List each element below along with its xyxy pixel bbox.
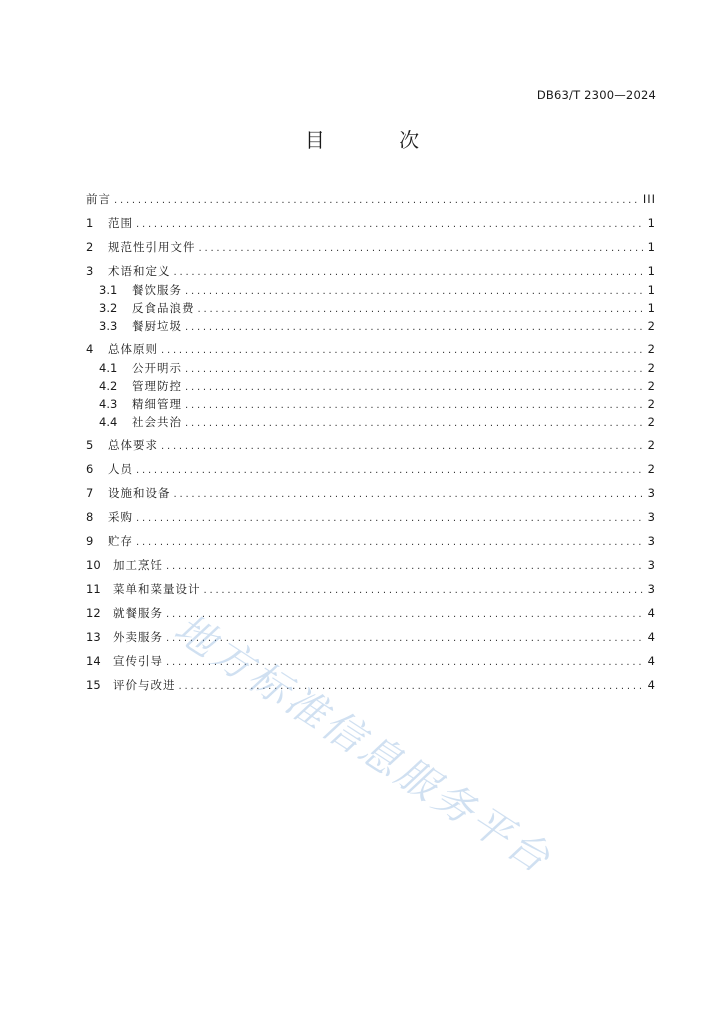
- toc-entry-2[interactable]: [86, 238, 656, 257]
- toc-label: 术语和定义: [108, 264, 171, 278]
- toc-page: 4: [647, 654, 656, 668]
- toc-number: 5: [86, 438, 94, 452]
- toc-entry-10[interactable]: [86, 556, 656, 575]
- toc-number: 3: [86, 264, 94, 278]
- toc-number: 8: [86, 510, 94, 524]
- toc-entry-4-2[interactable]: [86, 377, 656, 395]
- document-code: DB63/T 2300—2024: [536, 88, 656, 102]
- toc-page: 2: [647, 342, 656, 356]
- toc-leader: [204, 581, 645, 600]
- toc-page: 2: [647, 415, 656, 429]
- toc-leader: [161, 437, 645, 456]
- toc-number: 4.4: [99, 415, 118, 429]
- toc-label: 人员: [108, 462, 133, 476]
- toc-number: 7: [86, 486, 94, 500]
- toc-page: 3: [647, 486, 656, 500]
- toc-page: 1: [647, 216, 656, 230]
- toc-number: 6: [86, 462, 94, 476]
- toc-entry-9[interactable]: [86, 532, 656, 551]
- toc-entry-15[interactable]: [86, 676, 656, 695]
- toc-page: 2: [647, 361, 656, 375]
- toc-entry-foreword[interactable]: [86, 190, 656, 209]
- toc-entry-12[interactable]: [86, 604, 656, 623]
- toc-label: 就餐服务: [113, 606, 163, 620]
- toc-label: 菜单和菜量设计: [113, 582, 201, 596]
- toc-page: 2: [647, 397, 656, 411]
- toc-page: III: [642, 192, 656, 206]
- toc-leader: [166, 605, 645, 624]
- toc-label: 总体要求: [108, 438, 158, 452]
- toc-entry-4-3[interactable]: [86, 395, 656, 413]
- toc-entry-14[interactable]: [86, 652, 656, 671]
- toc-label: 采购: [108, 510, 133, 524]
- toc-page: 2: [647, 462, 656, 476]
- toc-entry-5[interactable]: [86, 436, 656, 455]
- toc-number: 11: [86, 582, 101, 596]
- toc-leader: [198, 301, 645, 319]
- toc-label: 餐饮服务: [132, 283, 182, 297]
- toc-leader: [136, 461, 645, 480]
- toc-number: 14: [86, 654, 101, 668]
- toc-number: 4.3: [99, 397, 118, 411]
- toc-page: 1: [647, 283, 656, 297]
- toc-leader: [185, 283, 645, 301]
- toc-entry-3-3[interactable]: [86, 317, 656, 335]
- toc-label: 精细管理: [132, 397, 182, 411]
- toc-label: 餐厨垃圾: [132, 319, 182, 333]
- toc-leader: [136, 509, 645, 528]
- toc-label: 范围: [108, 216, 133, 230]
- toc-label: 外卖服务: [113, 630, 163, 644]
- toc-leader: [174, 263, 645, 282]
- table-of-contents: [86, 190, 656, 695]
- toc-entry-7[interactable]: [86, 484, 656, 503]
- toc-number: 1: [86, 216, 94, 230]
- toc-entry-4-1[interactable]: [86, 359, 656, 377]
- toc-leader: [136, 533, 645, 552]
- toc-page: 1: [647, 301, 656, 315]
- toc-entry-3-2[interactable]: [86, 299, 656, 317]
- toc-number: 9: [86, 534, 94, 548]
- toc-number: 10: [86, 558, 101, 572]
- toc-number: 3.1: [99, 283, 118, 297]
- toc-leader: [166, 557, 645, 576]
- toc-label: 总体原则: [108, 342, 158, 356]
- toc-entry-8[interactable]: [86, 508, 656, 527]
- toc-label: 社会共治: [132, 415, 182, 429]
- toc-leader: [174, 485, 645, 504]
- toc-leader: [185, 397, 645, 415]
- toc-number: 4: [86, 342, 94, 356]
- toc-label: 加工烹饪: [113, 558, 163, 572]
- toc-number: 12: [86, 606, 101, 620]
- toc-entry-4[interactable]: [86, 340, 656, 359]
- toc-page: 2: [647, 438, 656, 452]
- toc-page: 3: [647, 582, 656, 596]
- toc-page: 2: [647, 319, 656, 333]
- toc-entry-4-4[interactable]: [86, 413, 656, 431]
- toc-label: 设施和设备: [108, 486, 171, 500]
- toc-label: 前言: [86, 192, 111, 206]
- toc-label: 管理防控: [132, 379, 182, 393]
- toc-leader: [136, 215, 645, 234]
- toc-entry-3[interactable]: [86, 262, 656, 281]
- toc-page: 3: [647, 510, 656, 524]
- toc-leader: [185, 319, 645, 337]
- toc-page: 4: [647, 678, 656, 692]
- toc-number: 15: [86, 678, 101, 692]
- toc-label: 反食品浪费: [132, 301, 195, 315]
- toc-page: 1: [647, 240, 656, 254]
- toc-label: 评价与改进: [113, 678, 176, 692]
- toc-page: 3: [647, 534, 656, 548]
- watermark: 地方标准信息服务平台: [166, 605, 561, 884]
- toc-leader: [161, 341, 645, 360]
- toc-page: 4: [647, 630, 656, 644]
- toc-page: 2: [647, 379, 656, 393]
- toc-page: 4: [647, 606, 656, 620]
- toc-entry-1[interactable]: [86, 214, 656, 233]
- toc-label: 贮存: [108, 534, 133, 548]
- toc-page: 3: [647, 558, 656, 572]
- toc-leader: [114, 191, 640, 210]
- toc-label: 宣传引导: [113, 654, 163, 668]
- toc-page: 1: [647, 264, 656, 278]
- toc-number: 2: [86, 240, 94, 254]
- toc-entry-6[interactable]: [86, 460, 656, 479]
- toc-label: 规范性引用文件: [108, 240, 196, 254]
- toc-leader: [185, 379, 645, 397]
- toc-leader: [185, 361, 645, 379]
- toc-number: 3.3: [99, 319, 118, 333]
- toc-leader: [199, 239, 645, 258]
- toc-number: 13: [86, 630, 101, 644]
- toc-entry-3-1[interactable]: [86, 281, 656, 299]
- page-title: 目 次: [304, 128, 454, 152]
- toc-label: 公开明示: [132, 361, 182, 375]
- toc-number: 4.2: [99, 379, 118, 393]
- toc-number: 3.2: [99, 301, 118, 315]
- toc-entry-11[interactable]: [86, 580, 656, 599]
- toc-leader: [185, 415, 645, 433]
- toc-number: 4.1: [99, 361, 118, 375]
